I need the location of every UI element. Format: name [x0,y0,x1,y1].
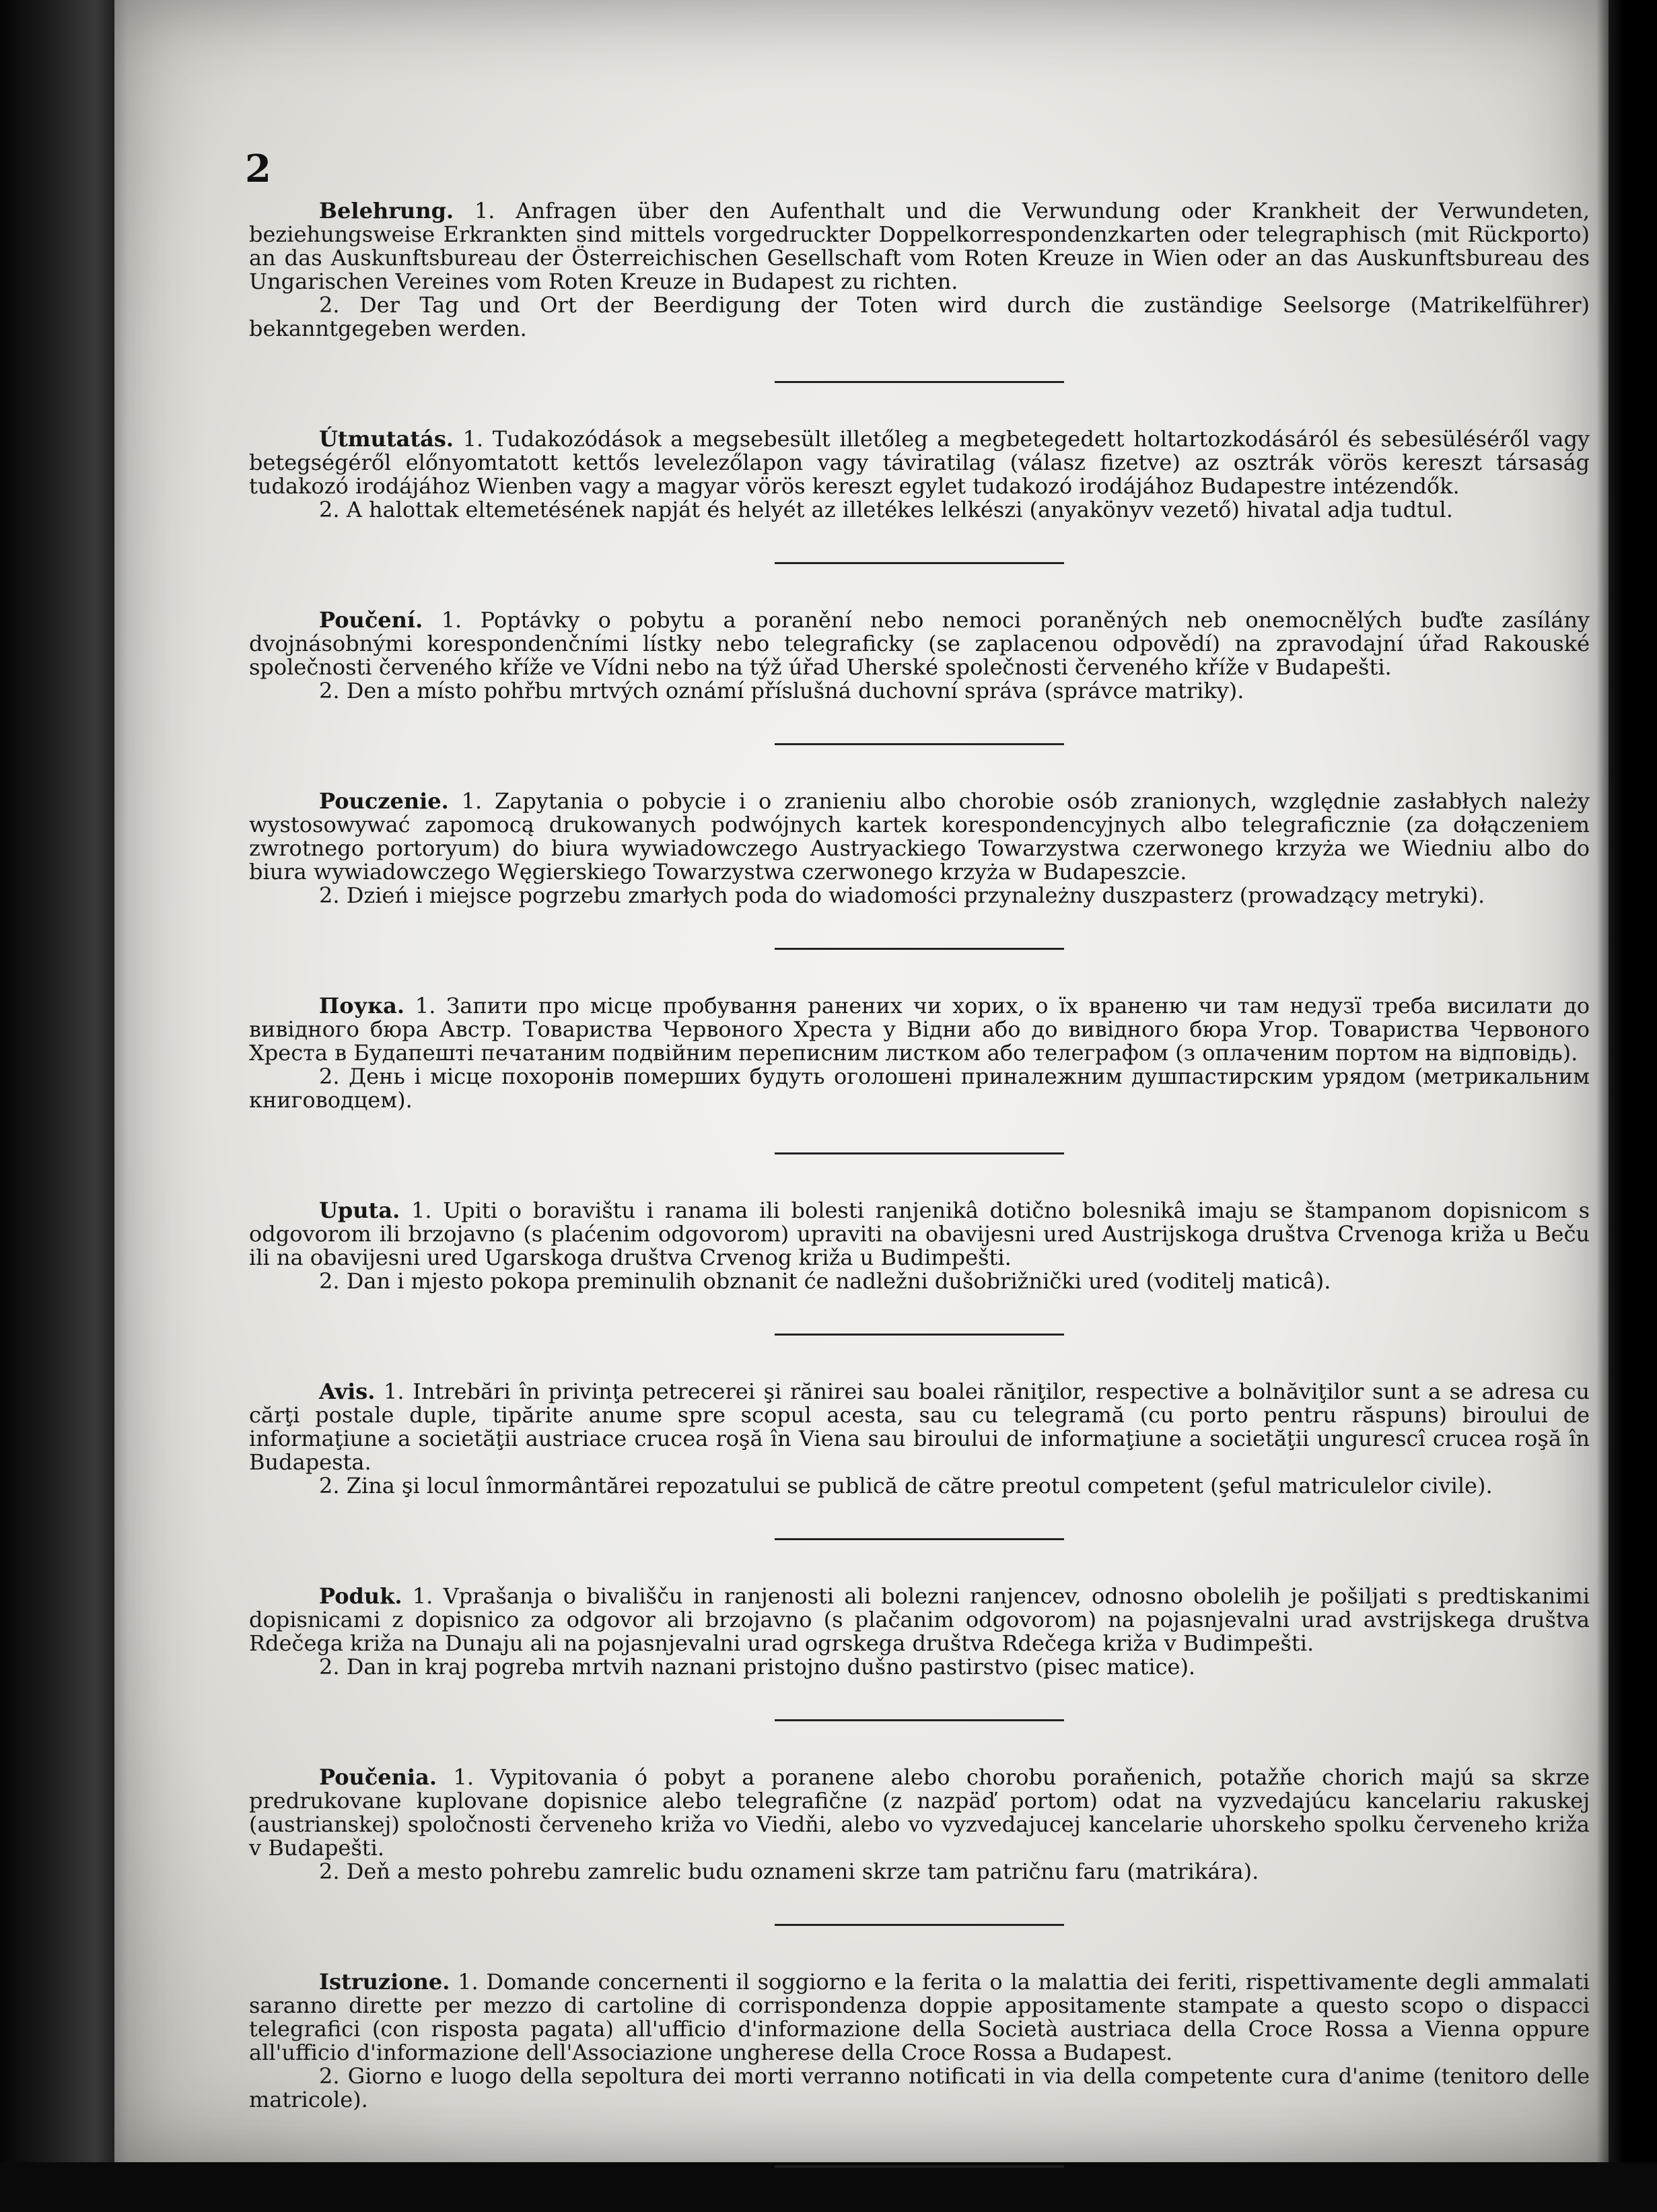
section-divider [775,1719,1064,1721]
paragraph-2: 2. Dan in kraj pogreba mrtvih naznani pristojno dušno pastirstvo (pisec matice). [319,1654,1196,1680]
paragraph-2: 2. Dan i mjesto pokopa preminulih obznanit će nadležni dušobrižnički ured (voditelj maticâ). [319,1268,1331,1294]
paragraph-1-text: 1. Anfragen über den Aufenthalt und die Verwundung oder Krankheit der Verwundeten, beziehungsweise Erkrankten sind mittels vorgedruckter Doppelkorrespondenzkarten oder telegraphisch (mit Rückporto) an das Auskunftsbureau der Österreichischen Gesellschaft vom Roten Kreuze in Wien oder an das Auskunftsbureau des Ungarischen Vereines vom Roten Kreuze in Budapest zu richten. [249,198,1590,294]
section-divider [775,381,1064,383]
paragraph-1-text: 1. Vprašanja o bivališču in ranjenosti ali bolezni ranjencev, odnosno obolelih je pošiljati s predtiskanimi dopisnicami z dopisnico za odgovor ali brzojavno (s plačanim odgovorom) na pojasnjevalni urad avstrijskega društva Rdečega križa na Dunaju ali na pojasnjevalni urad ogrskega društva Rdečega križa v Budimpešti. [249,1583,1590,1656]
section-ruthenian [249,994,1590,1112]
section-italian [249,1970,1590,2112]
instructions-body [249,199,1590,2212]
paragraph-2: 2. Zina şi locul înmormântărei repozatului se publică de către preotul competent (şeful matriculelor civile). [319,1473,1493,1498]
section-slovak [249,1766,1590,1883]
paragraph-1 [249,1199,1590,1270]
paragraph-2: 2. Giorno e luogo della sepoltura dei morti verranno notificati in via della competente cura d'anime (tenitoro delle matricole). [249,2063,1590,2112]
paragraph-2: 2. Den a místo pohřbu mrtvých oznámí příslušná duchovní správa (správce matriky). [319,678,1244,703]
paragraph-2: 2. A halottak eltemetésének napját és helyét az illetékes lelkészi (anyakönyv vezető) hivatal adja tudtul. [319,497,1453,522]
section-slovenian [249,1585,1590,1679]
paragraph-1 [249,199,1590,293]
section-croatian [249,1199,1590,1293]
section-heading: Uputa. [319,1198,400,1223]
section-divider [775,743,1064,745]
section-divider [775,1152,1064,1154]
section-heading: Belehrung. [319,198,454,223]
section-heading: Istruzione. [319,1969,450,1995]
paragraph-1 [249,609,1590,679]
paragraph-1-text: 1. Zapytania o pobycie i o zranieniu albo chorobie osób zranionych, względnie zasłabłych należy wystosowywać zapomocą drukowanych podwójnych kartek korespondencyjnych albo telegraficznie (za dołączeniem zwrotnego portoryum) do biura wywiadowczego Austryackiego Towarzystwa czerwonego krzyża we Wiedniu albo do biura wywiadowczego Węgierskiego Towarzystwa czerwonego krzyża w Budapeszcie. [249,788,1590,885]
section-german [249,199,1590,341]
section-divider [775,1334,1064,1336]
paragraph-1 [249,790,1590,884]
section-czech [249,609,1590,703]
section-divider [775,1924,1064,1926]
paragraph-1 [249,1970,1590,2065]
paragraph-1-text: 1. Intrebări în privinţa petrecerei şi rănirei sau boalei răniţilor, respective a bolnăviţilor sunt a se adresa cu cărţi postale duple, tipărite anume spre scopul acesta, sau cu telegramă (cu porto pentru răspuns) biroului de informaţiune a societăţii austriace crucea roşă în Viena sau biroului de informaţiune a societăţii ungurescî crucea roşă în Budapesta. [249,1379,1590,1475]
section-divider [775,1538,1064,1540]
paragraph-1 [249,427,1590,498]
paragraph-1-text: 1. Poptávky o pobytu a poranění nebo nemoci poraněných neb onemocnělých buďte zasílány dvojnásobnými korespondenčními lístky nebo telegraficky (se zaplacenou odpovědí) na zpravodajní úřad Rakouské společnosti červeného kříže ve Vídni nebo na týž úřad Uherské společnosti červeného kříže v Budapešti. [249,607,1590,680]
paragraph-2: 2. Dzień i miejsce pogrzebu zmarłych poda do wiadomości przynależny duszpasterz (prowadzący metryki). [319,883,1485,908]
paragraph-1-text: 1. Запити про місце пробування ранених чи хорих, о їх враненю чи там недузї треба висилати до вивідного бюра Австр. Товариства Червоного Хреста у Відни або до вивідного бюра Угор. Товариства Червоного Хреста в Будапешті печатаним подвійним переписним листком або телеграфом (з оплаченим портом на відповідь). [249,993,1590,1066]
scan-left-edge [0,0,128,2162]
paragraph-1 [249,1380,1590,1474]
section-romanian [249,1380,1590,1498]
section-heading: Útmutatás. [319,426,454,452]
section-heading: Poučení. [319,607,423,633]
section-polish [249,790,1590,907]
paragraph-1 [249,1766,1590,1860]
paragraph-2: 2. Der Tag und Ort der Beerdigung der Toten wird durch die zuständige Seelsorge (Matrikelführer) bekanntgegeben werden. [249,292,1590,341]
scan-right-edge [1596,0,1657,2162]
page-number: 2 [245,147,271,191]
section-heading: Poduk. [319,1583,402,1609]
paragraph-1-text: 1. Domande concernenti il soggiorno e la ferita o la malattia dei feriti, rispettivamente degli ammalati saranno dirette per mezzo di cartoline di corrispondenza doppie appositamente stampate a questo scopo o dispacci telegrafici (con risposta pagata) all'ufficio d'informazione della Società austriaca della Croce Rossa a Vienna oppure all'ufficio d'informazione dell'Associazione ungherese della Croce Rossa a Budapest. [249,1969,1590,2065]
section-heading: Поука. [319,993,405,1018]
paragraph-1-text: 1. Tudakozódások a megsebesült illetőleg a megbetegedett holtartozkodásáról és sebesüléséről vagy betegségéről előnyomtatott kettős levelezőlapon vagy táviratilag (válasz fizetve) az osztrák vörös kereszt társaság tudakozó irodájához Wienben vagy a magyar vörös kereszt egylet tudakozó irodájához Budapestre intézendők. [249,426,1590,499]
paragraph-2: 2. Deň a mesto pohrebu zamrelic budu oznameni skrze tam patričnu faru (matrikára). [319,1859,1259,1884]
paragraph-1 [249,994,1590,1065]
section-heading: Avis. [319,1379,376,1404]
paragraph-1-text: 1. Vypitovania ó pobyt a poranene alebo chorobu poraňenich, potažňe chorich majú sa skrze predrukovane kuplovane dopisnice alebo telegrafične (z nazpäď portom) odat na vyzvedajúcu kancelariu rakuskej (austrianskej) spoločnosti červeneho križa vo Viedňi, alebo vo vyzvedajucej kancelarie uhorskeho spolku červeneho križa v Budapešti. [249,1764,1590,1861]
section-hungarian [249,427,1590,522]
section-divider [775,562,1064,564]
section-heading: Poučenia. [319,1764,437,1790]
closing-divider [775,2166,1064,2168]
paragraph-1-text: 1. Upiti o boravištu i ranama ili bolesti ranjenikâ dotično bolesnikâ imaju se štampanom dopisnicom s odgovorom ili brzojavno (s plaćenim odgovorom) upraviti na obavijesni ured Austrijskoga društva Crvenoga križa u Beču ili na obavijesni ured Ugarskoga društva Crvenog križa u Budimpešti. [249,1198,1590,1270]
section-divider [775,948,1064,950]
paragraph-1 [249,1585,1590,1655]
paragraph-2: 2. День і місце похоронів померших будуть оголошені приналежним душпастирским урядом (метрикальним книговодцем). [249,1064,1590,1113]
section-heading: Pouczenie. [319,788,449,814]
